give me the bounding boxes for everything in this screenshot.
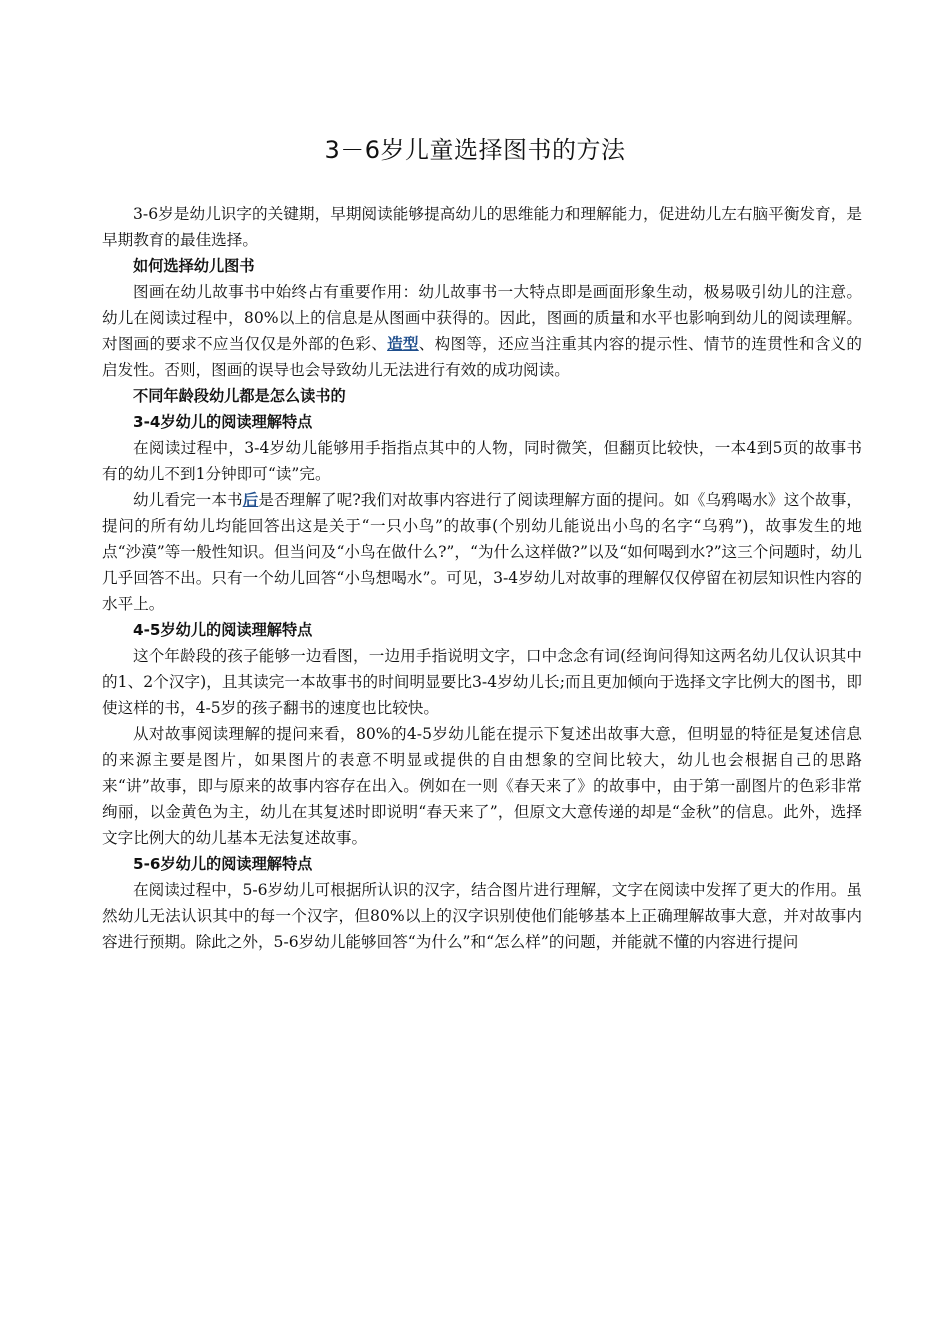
section-heading-45: 4-5岁幼儿的阅读理解特点: [133, 621, 313, 639]
choose-text-b: 、构图等，还应当注重其内容的提示性、情节的连贯性和含义的启发性。否则，图画的误导也会导致幼儿无法进行有效的成功阅读。: [102, 335, 862, 379]
age34-paragraph-2: [102, 487, 862, 617]
document-body: [102, 201, 862, 955]
choose-text-a: 图画在幼儿故事书中始终占有重要作用：幼儿故事书一大特点即是画面形象生动，极易吸引幼儿的注意。幼儿在阅读过程中，80%以上的信息是从图画中获得的。因此，图画的质量和水平也影响到幼儿的阅读理解。对图画的要求不应当仅仅是外部的色彩、: [102, 283, 862, 353]
age45-paragraph-1: 这个年龄段的孩子能够一边看图，一边用手指说明文字，口中念念有词(经询问得知这两名幼儿仅认识其中的1、2个汉字)，且其读完一本故事书的时间明显要比3-4岁幼儿长;而且更加倾向于选择文字比例大的图书，即使这样的书，4-5岁的孩子翻书的速度也比较快。: [102, 647, 862, 717]
link-hou[interactable]: 后: [242, 490, 259, 509]
age45-paragraph-2: 从对故事阅读理解的提问来看，80%的4-5岁幼儿能在提示下复述出故事大意，但明显的特征是复述信息的来源主要是图片，如果图片的表意不明显或提供的自由想象的空间比较大，幼儿也会根据自己的思路来“讲”故事，即与原来的故事内容存在出入。例如在一则《春天来了》的故事中，由于第一副图片的色彩非常绚丽，以金黄色为主，幼儿在其复述时即说明“春天来了”，但原文大意传递的却是“金秋”的信息。此外，选择文字比例大的幼儿基本无法复述故事。: [102, 725, 862, 847]
age56-paragraph-1: 在阅读过程中，5-6岁幼儿可根据所认识的汉字，结合图片进行理解，文字在阅读中发挥了更大的作用。虽然幼儿无法认识其中的每一个汉字，但80%以上的汉字识别使他们能够基本上正确理解故事大意，并对故事内容进行预期。除此之外，5-6岁幼儿能够回答“为什么”和“怎么样”的问题，并能就不懂的内容进行提问: [102, 881, 862, 951]
age34-text-a: 幼儿看完一本书: [133, 491, 243, 509]
intro-paragraph: 3-6岁是幼儿识字的关键期，早期阅读能够提高幼儿的思维能力和理解能力，促进幼儿左右脑平衡发育，是早期教育的最佳选择。: [102, 205, 862, 249]
link-zaoxing[interactable]: 造型: [387, 334, 419, 353]
section-heading-34: 3-4岁幼儿的阅读理解特点: [133, 413, 313, 431]
section-heading-ages: 不同年龄段幼儿都是怎么读书的: [133, 387, 346, 405]
age34-paragraph-1: 在阅读过程中，3-4岁幼儿能够用手指指点其中的人物，同时微笑，但翻页比较快，一本4到5页的故事书有的幼儿不到1分钟即可“读”完。: [102, 439, 862, 483]
section-heading-56: 5-6岁幼儿的阅读理解特点: [133, 855, 313, 873]
section-heading-choose: 如何选择幼儿图书: [133, 257, 255, 275]
choose-paragraph: [102, 279, 862, 383]
document-title: 3－6岁儿童选择图书的方法: [324, 136, 626, 164]
age34-text-b: 是否理解了呢?我们对故事内容进行了阅读理解方面的提问。如《乌鸦喝水》这个故事，提问的所有幼儿均能回答出这是关于“一只小鸟”的故事(个别幼儿能说出小鸟的名字“乌鸦”)，故事发生的地点“沙漠”等一般性知识。但当问及“小鸟在做什么?”，“为什么这样做?”以及“如何喝到水?”这三个问题时，幼儿几乎回答不出。只有一个幼儿回答“小鸟想喝水”。可见，3-4岁幼儿对故事的理解仅仅停留在初层知识性内容的水平上。: [102, 491, 862, 613]
